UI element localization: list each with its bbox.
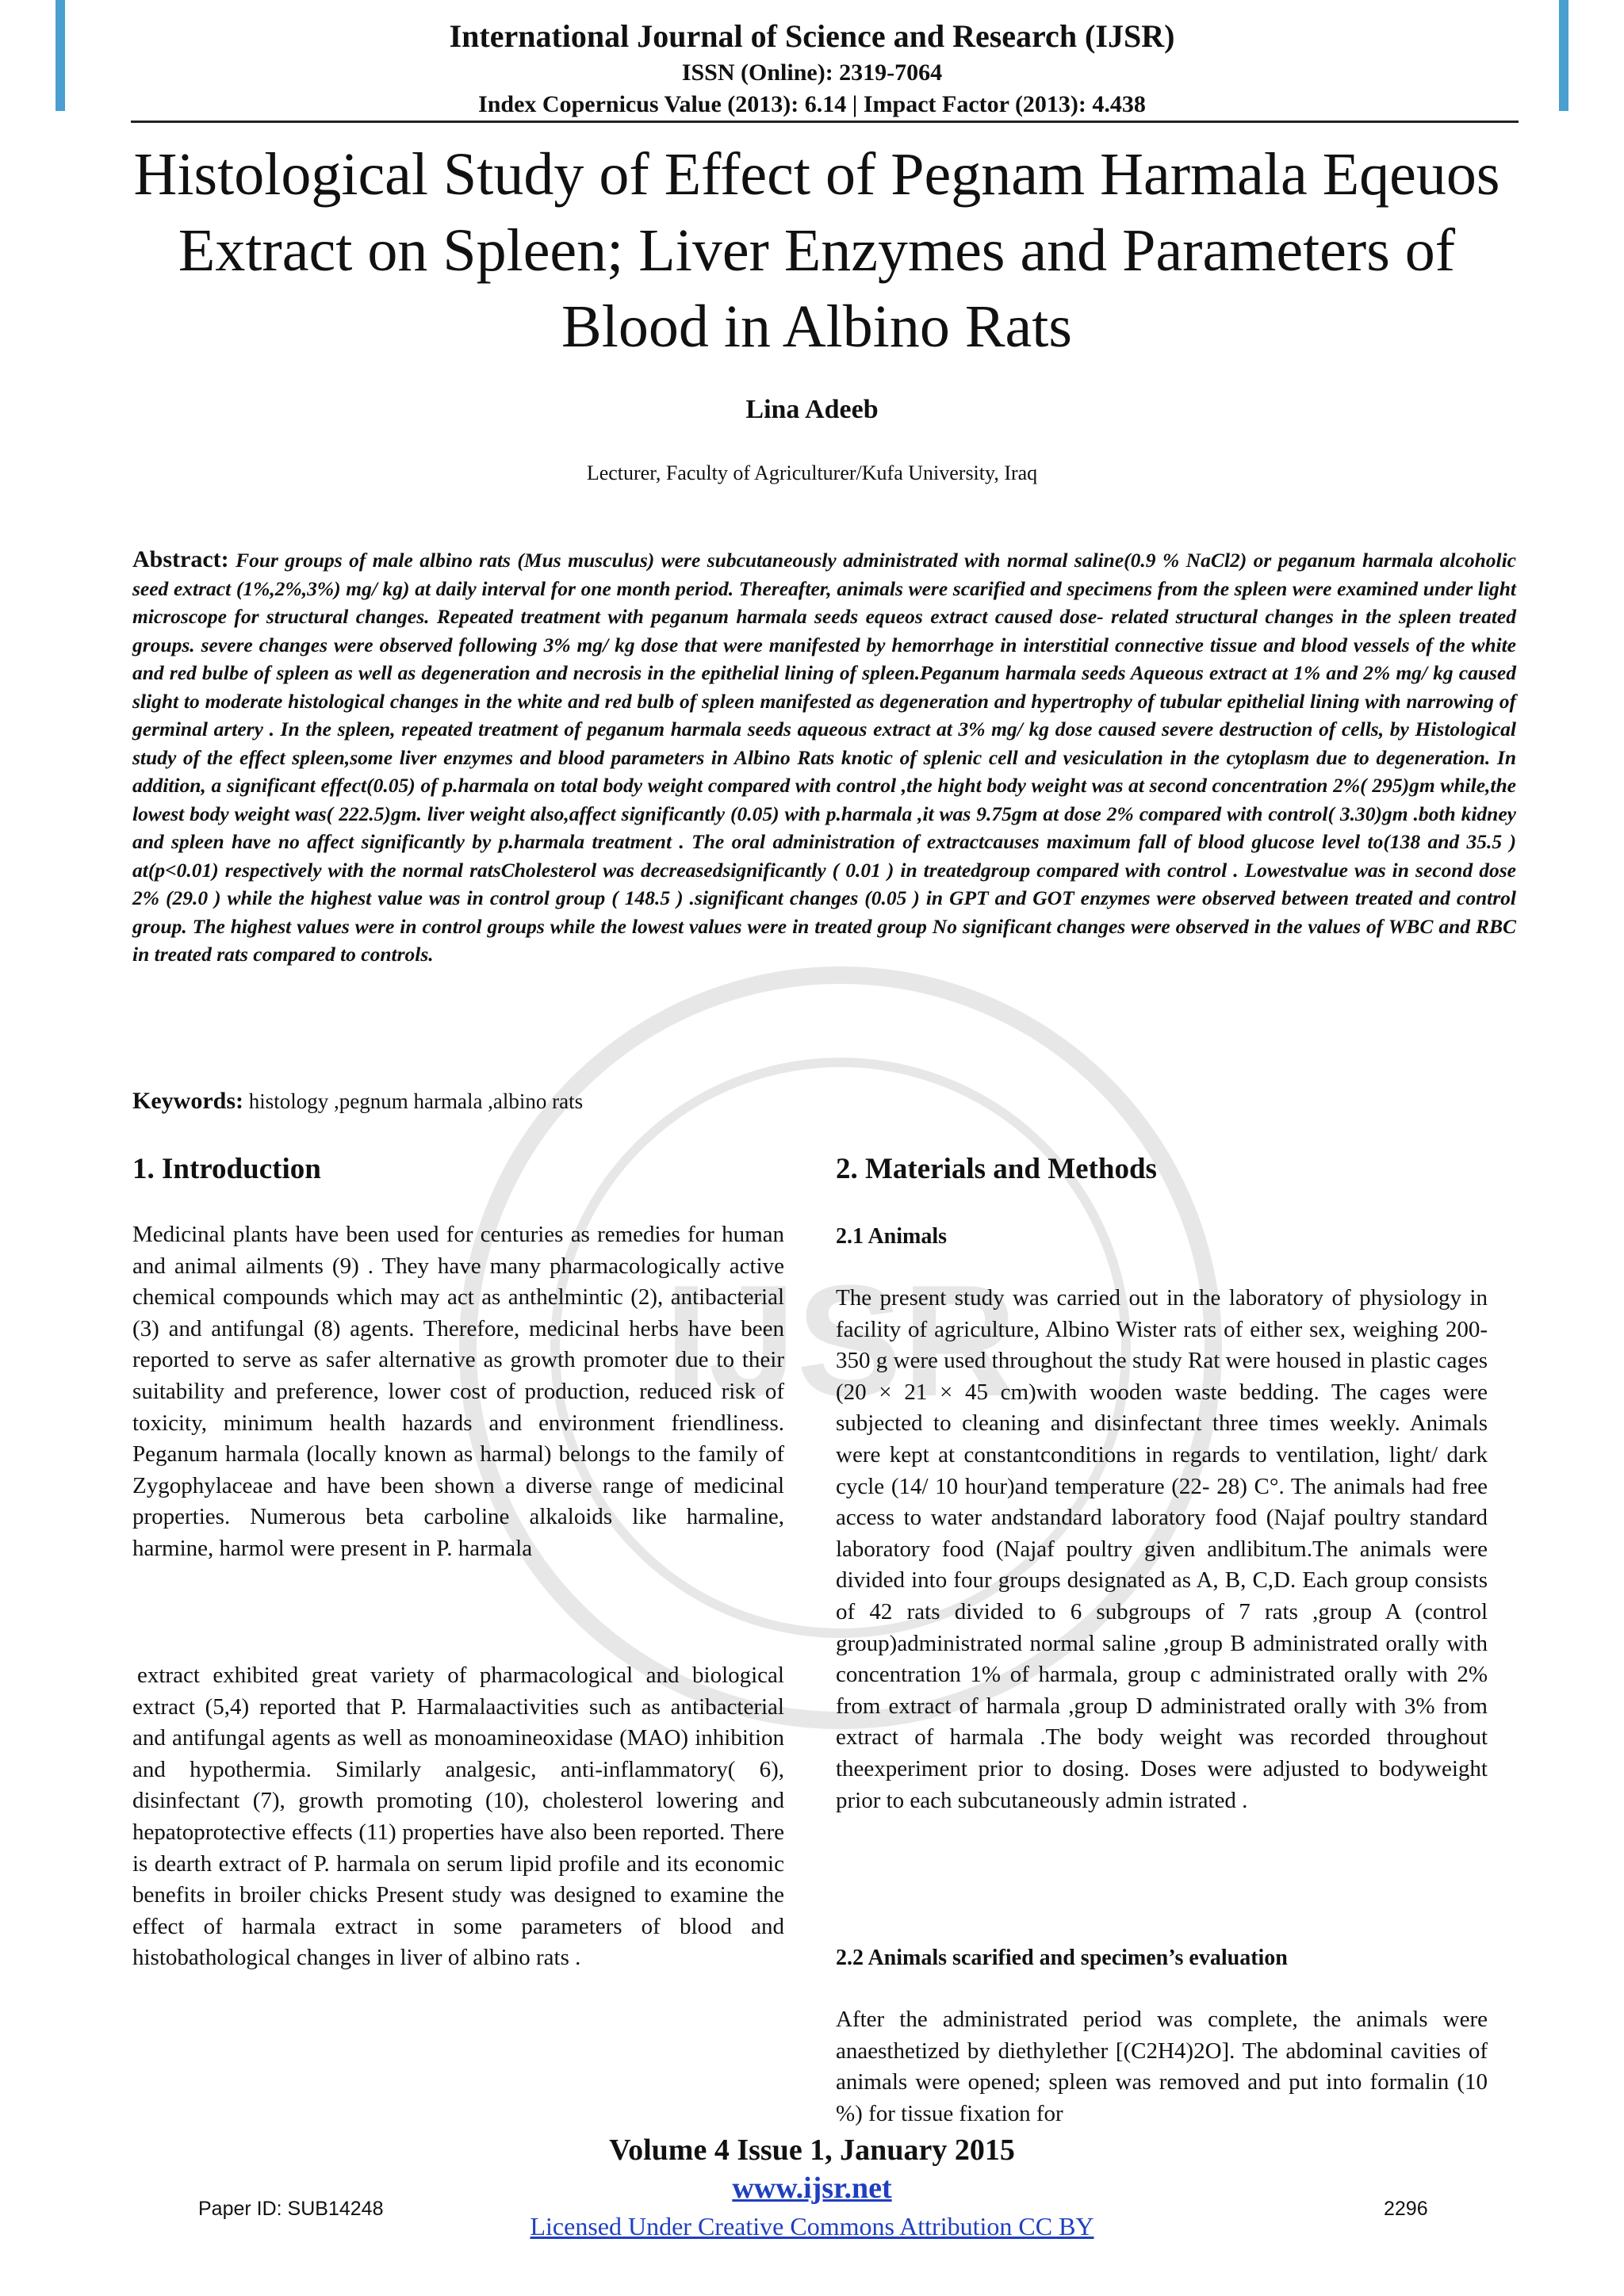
footer-url-link[interactable]: www.ijsr.net	[732, 2172, 892, 2205]
author-affiliation: Lecturer, Faculty of Agriculturer/Kufa University, Iraq	[586, 461, 1038, 484]
animals-paragraph-box	[836, 1283, 1488, 1816]
intro-heading: 1. Introduction	[132, 1153, 321, 1185]
journal-title: International Journal of Science and Research (IJSR)	[449, 18, 1175, 54]
abstract	[132, 545, 1516, 969]
methods-section	[836, 1150, 1488, 1189]
methods-heading: 2. Materials and Methods	[836, 1153, 1157, 1185]
specimen-paragraph-box	[836, 2004, 1488, 2130]
specimen-paragraph: After the administrated period was complete, the animals were anaesthetized by diethylether [(C2H4)2O]. The abdominal cavities of animals were opened; spleen was removed and put into formalin (10 %) for tissue fixation for	[836, 2007, 1488, 2126]
footer-page-number: 2296	[1384, 2198, 1428, 2220]
animals-subheading: 2.1 Animals	[836, 1224, 948, 1249]
animals-subheading-box	[836, 1221, 1488, 1253]
journal-index: Index Copernicus Value (2013): 6.14 | Impact Factor (2013): 4.438	[478, 91, 1146, 117]
author-name: Lina Adeeb	[745, 395, 879, 424]
abstract-label: Abstract:	[132, 546, 229, 572]
abstract-text: Four groups of male albino rats (Mus musculus) were subcutaneously administrated with normal saline(0.9 % NaCl2) or peganum harmala alcoholic seed extract (1%,2%,3%) mg/ kg) at daily interval for one month period. Thereafter, animals were scarified and specimens from the spleen were examined under light microscope for structural changes. Repeated treatment with peganum harmala seeds equeos extract caused dose- related structural changes in the spleen treated groups. severe changes were observed following 3% mg/ kg dose that were manifested by hemorrhage in interstitial connective tissue and blood vessels of the white and red bulbe of spleen as well as degeneration and necrosis in the epithelial lining of spleen.Peganum harmala seeds Aqueous extract at 1% and 2% mg/ kg caused slight to moderate histological changes in the white and red bulb of spleen manifested as degeneration and hypertrophy of tubular epithelial lining with narrowing of germinal artery . In the spleen, repeated treatment of peganum harmala seeds aqueous extract at 3% mg/ kg dose caused severe destruction of cells, by Histological study of the effect spleen,some liver enzymes and blood parameters in Albino Rats knotic of splenic cell and vesiculation in the cytoplasm due to degeneration. In addition, a significant effect(0.05) of p.harmala on total body weight compared with control ,the hight body weight was at second concentration 2%( 295)gm while,the lowest body weight was( 222.5)gm. liver weight also,affect significantly (0.05) with p.harmala ,it was 9.75gm at dose 2% compared with control( 3.30)gm .both kidney and spleen have no affect significantly by p.harmala treatment . The oral administration of extractcauses maximum fall of blood glucose level to(138 and 35.5 ) at(p<0.01) respectively with the normal ratsCholesterol was decreasedsignificantly ( 0.01 ) in treatedgroup compared with control . Lowestvalue was in second dose 2% (29.0 ) while the highest value was in control group ( 148.5 ) .significant changes (0.05 ) in GPT and GOT enzymes were observed between treated and control group. The highest values were in control groups while the lowest values were in treated group No significant changes were observed in the values of WBC and RBC in treated rats compared to controls.	[132, 549, 1516, 966]
intro-section	[132, 1150, 784, 1189]
intro-paragraph-2-box	[132, 1660, 784, 1974]
intro-paragraph-1-box	[132, 1219, 784, 1565]
paper-title: Histological Study of Effect of Pegnam Harmala Eqeuos Extract on Spleen; Liver Enzymes and Parameters of Blood in Albino Rats	[133, 141, 1500, 360]
watermark-text: IJSR	[664, 1253, 1017, 1429]
journal-issn: ISSN (Online): 2319-7064	[681, 59, 943, 86]
intro-paragraph-2: extract exhibited great variety of pharmacological and biological extract (5,4) reported that P. Harmalaactivities such as antibacterial and antifungal agents as well as monoamineoxidase (MAO) inhibition and hypothermia. Similarly analgesic, anti-inflammatory( 6), disinfectant (7), growth promoting (10), cholesterol lowering and hepatoprotective effects (11) properties have also been reported. There is dearth extract of P. harmala on serum lipid profile and its economic benefits in broiler chicks Present study was designed to examine the effect of harmala extract in some parameters of blood and histobathological changes in liver of albino rats .	[132, 1663, 784, 1971]
specimen-subheading-box	[836, 1942, 1488, 1974]
keywords-text: histology ,pegnum harmala ,albino rats	[248, 1089, 584, 1113]
header-divider	[131, 121, 1519, 123]
keywords-label: Keywords:	[132, 1088, 243, 1114]
footer-license-link[interactable]: Licensed Under Creative Commons Attribution CC BY	[530, 2212, 1094, 2241]
footer-volume: Volume 4 Issue 1, January 2015	[609, 2133, 1015, 2167]
intro-paragraph-1: Medicinal plants have been used for centuries as remedies for human and animal ailments (9) . They have many pharmacologically active chemical compounds which may act as anthelmintic (2), antibacterial (3) and antifungal (8) agents. Therefore, medicinal herbs have been reported to serve as safer alternative as growth promoter due to their suitability and preference, lower cost of production, reduced risk of toxicity, minimum health hazards and environment friendliness. Peganum harmala (locally known as harmal) belongs to the family of Zygophylaceae and have been shown a diverse range of medicinal properties. Numerous beta carboline alkaloids like harmaline, harmine, harmol were present in P. harmala	[132, 1222, 784, 1561]
animals-paragraph: The present study was carried out in the laboratory of physiology in facility of agriculture, Albino Wister rats of either sex, weighing 200-350 g were used throughout the study Rat were housed in plastic cages (20 × 21 × 45 cm)with wooden waste bedding. The cages were subjected to cleaning and disinfectant three times weekly. Animals were kept at constantconditions in regards to ventilation, light/ dark cycle (14/ 10 hour)and temperature (22- 28) C°. The animals had free access to water andstandard laboratory food (Najaf poultry standard laboratory food (Najaf poultry given andlibitum.The animals were divided into four groups designated as A, B, C,D. Each group consists of 42 rats divided to 6 subgroups of 7 rats ,group A (control group)administrated normal saline ,group B administrated orally with concentration 1% of harmala, group c administrated orally with 2% from extract of harmala ,group D administrated orally with 3% from extract of harmala .The body weight was recorded throughout theexperiment prior to dosing. Doses were adjusted to bodyweight prior to each subcutaneously admin istrated .	[836, 1285, 1488, 1813]
journal-header	[0, 16, 1624, 121]
keywords	[132, 1088, 1516, 1115]
specimen-subheading: 2.2 Animals scarified and specimen’s evaluation	[836, 1946, 1288, 1970]
footer-paper-id: Paper ID: SUB14248	[198, 2198, 384, 2220]
